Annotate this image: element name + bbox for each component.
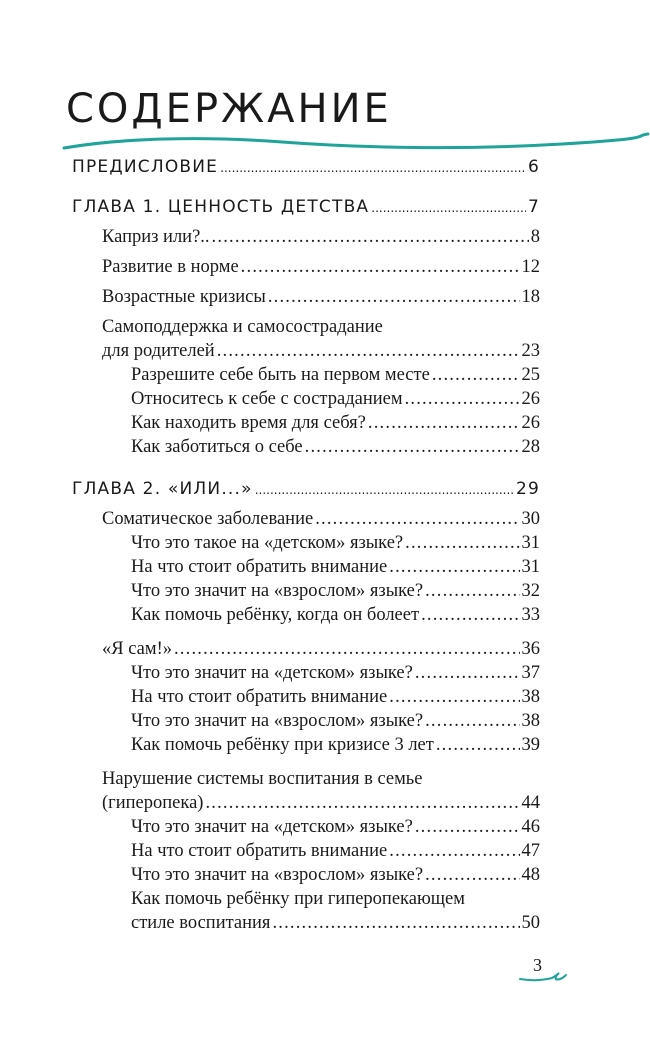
toc-page-number: 37 xyxy=(521,663,540,683)
toc-label-line1: Как помочь ребёнку при гиперопекающем xyxy=(131,889,465,909)
leader-dots xyxy=(415,816,520,838)
toc-label: Что это значит на «взрослом» языке? xyxy=(131,865,424,885)
toc-entry[interactable] xyxy=(102,638,540,660)
leader-dots xyxy=(389,556,519,578)
leader-dots xyxy=(436,734,520,756)
toc-page-number: 30 xyxy=(521,509,540,529)
toc-page-number: 18 xyxy=(521,287,540,307)
toc-entry-preface[interactable] xyxy=(72,156,540,179)
leader-dots xyxy=(368,412,520,434)
toc-label: Как помочь ребёнку, когда он болеет xyxy=(131,605,420,625)
toc-page-number: 46 xyxy=(521,817,540,837)
leader-dots xyxy=(174,638,520,660)
toc-entry[interactable] xyxy=(131,710,540,732)
toc-label: Что это значит на «взрослом» языке? xyxy=(131,581,424,601)
toc-entry[interactable] xyxy=(102,226,540,248)
toc-entry[interactable] xyxy=(131,864,540,886)
toc-entry[interactable] xyxy=(102,340,540,362)
toc-entry[interactable] xyxy=(131,686,540,708)
toc-entry[interactable] xyxy=(131,604,540,626)
toc-label: стиле воспитания xyxy=(131,913,271,933)
toc-entry[interactable] xyxy=(131,412,540,434)
toc-label: На что стоит обратить внимание xyxy=(131,687,388,707)
leader-dots xyxy=(217,340,520,362)
leader-dots xyxy=(212,226,529,248)
toc-page-number: 39 xyxy=(521,735,540,755)
leader-dots xyxy=(255,479,514,501)
toc-label: Как находить время для себя? xyxy=(131,413,366,433)
toc-page-number: 33 xyxy=(521,605,540,625)
leader-dots xyxy=(425,864,519,886)
toc-entry-chapter-1[interactable] xyxy=(72,196,540,219)
toc-entry[interactable] xyxy=(131,734,540,756)
toc-page-number: 50 xyxy=(521,913,540,933)
toc-page-number: 44 xyxy=(521,793,540,813)
toc-label: Что это значит на «детском» языке? xyxy=(131,663,413,683)
leader-dots xyxy=(421,604,519,626)
leader-dots xyxy=(272,912,519,934)
toc-page-number: 23 xyxy=(521,341,540,361)
toc-page-number: 12 xyxy=(521,257,540,277)
leader-dots xyxy=(389,686,519,708)
toc-entry[interactable] xyxy=(102,256,540,278)
toc-entry[interactable] xyxy=(131,388,540,410)
leader-dots xyxy=(220,157,526,179)
leader-dots xyxy=(305,436,520,458)
toc-label: Что это значит на «детском» языке? xyxy=(131,817,413,837)
leader-dots xyxy=(405,532,519,554)
toc-label: Относитесь к себе с состраданием xyxy=(131,389,403,409)
toc-label: Каприз или?.. xyxy=(102,227,210,247)
toc-page-number: 29 xyxy=(515,479,540,499)
toc-page-number: 48 xyxy=(521,865,540,885)
leader-dots xyxy=(371,197,526,219)
toc-page-number: 26 xyxy=(521,413,540,433)
toc-label: Как помочь ребёнку при кризисе 3 лет xyxy=(131,735,434,755)
toc-label: Как заботиться о себе xyxy=(131,437,303,457)
toc-entry-chapter-2[interactable] xyxy=(72,478,540,501)
toc-label: Что это такое на «детском» языке? xyxy=(131,533,404,553)
toc-page-number: 7 xyxy=(527,197,540,217)
toc-entry[interactable] xyxy=(102,286,540,308)
toc-entry[interactable] xyxy=(102,792,540,814)
toc-label: На что стоит обратить внимание xyxy=(131,841,388,861)
toc-label: Разрешите себе быть на первом месте xyxy=(131,365,430,385)
toc-entry[interactable] xyxy=(131,840,540,862)
leader-dots xyxy=(389,840,519,862)
title-underline-decoration xyxy=(62,128,650,158)
page-title: СОДЕРЖАНИЕ xyxy=(66,86,392,132)
leader-dots xyxy=(205,792,519,814)
toc-page-number: 38 xyxy=(521,687,540,707)
toc-label-line1: Самоподдержка и самосострадание xyxy=(102,317,383,337)
toc-label: ГЛАВА 2. «ИЛИ...» xyxy=(72,479,253,499)
toc-label: «Я сам!» xyxy=(102,639,172,659)
toc-entry[interactable] xyxy=(131,436,540,458)
toc-page-number: 8 xyxy=(530,227,540,247)
toc-page-number: 38 xyxy=(521,711,540,731)
toc-page-number: 31 xyxy=(521,557,540,577)
toc-label: для родителей xyxy=(102,341,215,361)
toc-label: Что это значит на «взрослом» языке? xyxy=(131,711,424,731)
toc-label: (гиперопека) xyxy=(102,793,204,813)
toc-page-number: 25 xyxy=(521,365,540,385)
toc-label: ПРЕДИСЛОВИЕ xyxy=(72,157,219,177)
leader-dots xyxy=(405,388,520,410)
leader-dots xyxy=(425,580,519,602)
page-number: 3 xyxy=(533,955,542,975)
toc-page-number: 36 xyxy=(521,639,540,659)
leader-dots xyxy=(268,286,520,308)
toc-page-number: 6 xyxy=(527,157,540,177)
toc-label-line1: Нарушение системы воспитания в семье xyxy=(102,769,423,789)
leader-dots xyxy=(425,710,519,732)
toc-entry[interactable] xyxy=(131,556,540,578)
toc-page-number: 32 xyxy=(521,581,540,601)
leader-dots xyxy=(415,662,520,684)
toc-entry[interactable] xyxy=(131,532,540,554)
leader-dots xyxy=(315,508,519,530)
toc-label: Соматическое заболевание xyxy=(102,509,314,529)
toc-entry[interactable] xyxy=(131,816,540,838)
leader-dots xyxy=(432,364,520,386)
toc-label: ГЛАВА 1. ЦЕННОСТЬ ДЕТСТВА xyxy=(72,197,370,217)
toc-label: Возрастные кризисы xyxy=(102,287,266,307)
toc-entry[interactable] xyxy=(131,364,540,386)
page-number-swirl-decoration xyxy=(518,968,568,984)
toc-label: На что стоит обратить внимание xyxy=(131,557,388,577)
toc-entry[interactable] xyxy=(131,662,540,684)
toc-page-number: 28 xyxy=(521,437,540,457)
toc-entry[interactable] xyxy=(102,508,540,530)
toc-page-number: 47 xyxy=(521,841,540,861)
toc-entry[interactable] xyxy=(131,912,540,934)
toc-page-number: 31 xyxy=(521,533,540,553)
leader-dots xyxy=(241,256,520,278)
toc-page-number: 26 xyxy=(521,389,540,409)
toc-entry[interactable] xyxy=(131,580,540,602)
toc-label: Развитие в норме xyxy=(102,257,239,277)
